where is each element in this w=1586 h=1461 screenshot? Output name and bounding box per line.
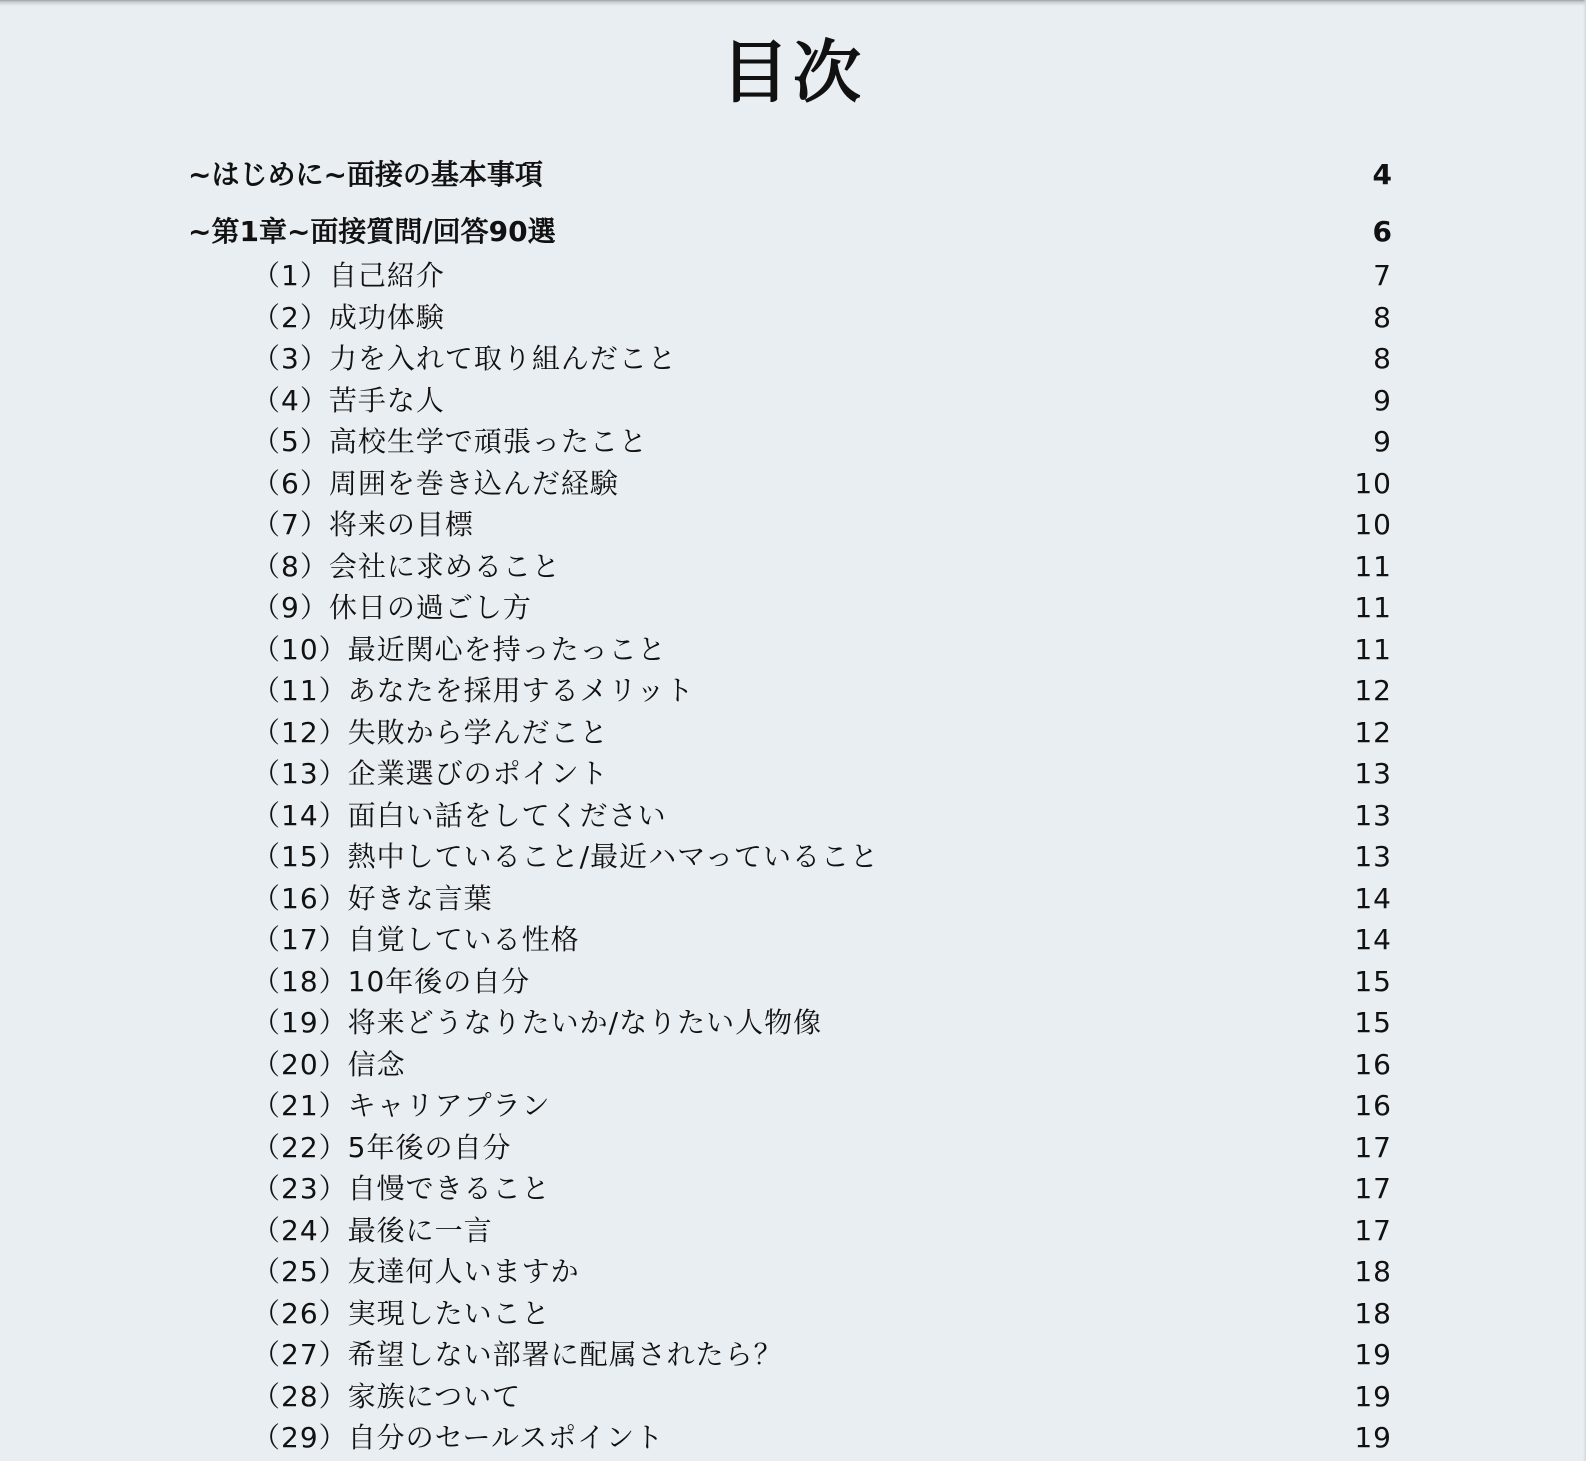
toc-entry-page-number: 12 xyxy=(1354,716,1392,749)
toc-entry-page-number: 17 xyxy=(1354,1214,1392,1247)
toc-section-page-number: 6 xyxy=(1372,215,1392,248)
toc-entry[interactable] xyxy=(252,962,1392,1002)
toc-entry-page-number: 17 xyxy=(1354,1172,1392,1205)
toc-entry-page-number: 9 xyxy=(1373,384,1392,417)
toc-entry-label: （20）信念 xyxy=(252,1048,406,1081)
toc-entry-label: （7）将来の目標 xyxy=(252,508,474,541)
toc-entry-label: （29）自分のセールスポイント xyxy=(252,1421,665,1454)
page-title: 目次 xyxy=(720,34,865,113)
toc-entry[interactable] xyxy=(252,298,1392,338)
toc-entry-label: （19）将来どうなりたいか/なりたい人物像 xyxy=(252,1006,823,1039)
toc-entry-page-number: 7 xyxy=(1373,259,1392,292)
toc-entry[interactable] xyxy=(252,796,1392,836)
toc-entry-label: （6）周囲を巻き込んだ経験 xyxy=(252,467,619,500)
toc-entry-label: （13）企業選びのポイント xyxy=(252,757,609,790)
toc-entry-page-number: 11 xyxy=(1354,591,1392,624)
toc-entry[interactable] xyxy=(252,256,1392,296)
toc-entry[interactable] xyxy=(252,588,1392,628)
toc-entry-label: （21）キャリアプラン xyxy=(252,1089,551,1122)
toc-entry[interactable] xyxy=(252,671,1392,711)
toc-entry-label: （3）力を入れて取り組んだこと xyxy=(252,342,677,375)
toc-entry-page-number: 19 xyxy=(1354,1380,1392,1413)
toc-entry-label: （15）熱中していること/最近ハマっていること xyxy=(252,840,879,873)
toc-section-heading[interactable] xyxy=(188,155,1392,195)
toc-entry-label: （16）好きな言葉 xyxy=(252,882,493,915)
toc-entry-label: （25）友達何人いますか xyxy=(252,1255,580,1288)
toc-entry-label: （11）あなたを採用するメリット xyxy=(252,674,695,707)
toc-entry[interactable] xyxy=(252,381,1392,421)
toc-entry[interactable] xyxy=(252,1418,1392,1458)
toc-entry[interactable] xyxy=(252,1003,1392,1043)
toc-entry-page-number: 8 xyxy=(1373,342,1392,375)
toc-entry-label: （8）会社に求めること xyxy=(252,550,561,583)
toc-entry-label: （28）家族について xyxy=(252,1380,522,1413)
toc-entry-label: （24）最後に一言 xyxy=(252,1214,493,1247)
toc-entry-page-number: 10 xyxy=(1354,467,1392,500)
toc-entry-label: （18）10年後の自分 xyxy=(252,965,531,998)
toc-entry-page-number: 15 xyxy=(1354,1006,1392,1039)
toc-entry-page-number: 17 xyxy=(1354,1131,1392,1164)
toc-entry[interactable] xyxy=(252,713,1392,753)
toc-entry-page-number: 11 xyxy=(1354,633,1392,666)
toc-entry-page-number: 14 xyxy=(1354,882,1392,915)
toc-entry-label: （23）自慢できること xyxy=(252,1172,551,1205)
toc-entry-page-number: 19 xyxy=(1354,1338,1392,1371)
toc-entry[interactable] xyxy=(252,1169,1392,1209)
toc-entry-page-number: 8 xyxy=(1373,301,1392,334)
toc-entry-label: （9）休日の過ごし方 xyxy=(252,591,532,624)
toc-entry-label: （17）自覚している性格 xyxy=(252,923,580,956)
toc-entry-label: （22）5年後の自分 xyxy=(252,1131,512,1164)
toc-entry-page-number: 11 xyxy=(1354,550,1392,583)
toc-entry-page-number: 15 xyxy=(1354,965,1392,998)
toc-entry-label: （2）成功体験 xyxy=(252,301,445,334)
toc-entry[interactable] xyxy=(252,505,1392,545)
toc-entry-page-number: 16 xyxy=(1354,1089,1392,1122)
toc-entry[interactable] xyxy=(252,1294,1392,1334)
toc-entry-page-number: 10 xyxy=(1354,508,1392,541)
toc-entry-label: （12）失敗から学んだこと xyxy=(252,716,609,749)
toc-entry[interactable] xyxy=(252,1128,1392,1168)
toc-entry-label: （10）最近関心を持ったっこと xyxy=(252,633,667,666)
toc-entry-page-number: 13 xyxy=(1354,840,1392,873)
toc-entry-label: （5）高校生学で頑張ったこと xyxy=(252,425,648,458)
toc-entry[interactable] xyxy=(252,339,1392,379)
toc-entry[interactable] xyxy=(252,1211,1392,1251)
toc-entry-page-number: 18 xyxy=(1354,1297,1392,1330)
toc-entry[interactable] xyxy=(252,920,1392,960)
toc-entry[interactable] xyxy=(252,1045,1392,1085)
toc-entry-page-number: 16 xyxy=(1354,1048,1392,1081)
toc-entry[interactable] xyxy=(252,1335,1392,1375)
toc-entry[interactable] xyxy=(252,837,1392,877)
toc-section-heading[interactable] xyxy=(188,212,1392,252)
toc-entry-label: （27）希望しない部署に配属されたら？ xyxy=(252,1338,783,1371)
toc-entry[interactable] xyxy=(252,1252,1392,1292)
toc-entry[interactable] xyxy=(252,1086,1392,1126)
toc-entry-page-number: 12 xyxy=(1354,674,1392,707)
toc-entry-label: （26）実現したいこと xyxy=(252,1297,551,1330)
toc-entry[interactable] xyxy=(252,630,1392,670)
toc-entry[interactable] xyxy=(252,422,1392,462)
toc-entry-label: （14）面白い話をしてください xyxy=(252,799,667,832)
toc-section-page-number: 4 xyxy=(1372,158,1392,191)
toc-entry[interactable] xyxy=(252,754,1392,794)
toc-entry-page-number: 13 xyxy=(1354,799,1392,832)
toc-entry-page-number: 13 xyxy=(1354,757,1392,790)
toc-entry-page-number: 14 xyxy=(1354,923,1392,956)
toc-entry[interactable] xyxy=(252,464,1392,504)
toc-entry-label: （4）苦手な人 xyxy=(252,384,445,417)
toc-entry[interactable] xyxy=(252,879,1392,919)
toc-entry-label: （1）自己紹介 xyxy=(252,259,445,292)
toc-entry[interactable] xyxy=(252,547,1392,587)
toc-entry-page-number: 19 xyxy=(1354,1421,1392,1454)
toc-entry-page-number: 9 xyxy=(1373,425,1392,458)
toc-entry-page-number: 18 xyxy=(1354,1255,1392,1288)
toc-entry[interactable] xyxy=(252,1377,1392,1417)
toc-section-label: ~第1章~面接質問/回答90選 xyxy=(188,215,556,248)
toc-section-label: ~はじめに~面接の基本事項 xyxy=(188,158,543,191)
